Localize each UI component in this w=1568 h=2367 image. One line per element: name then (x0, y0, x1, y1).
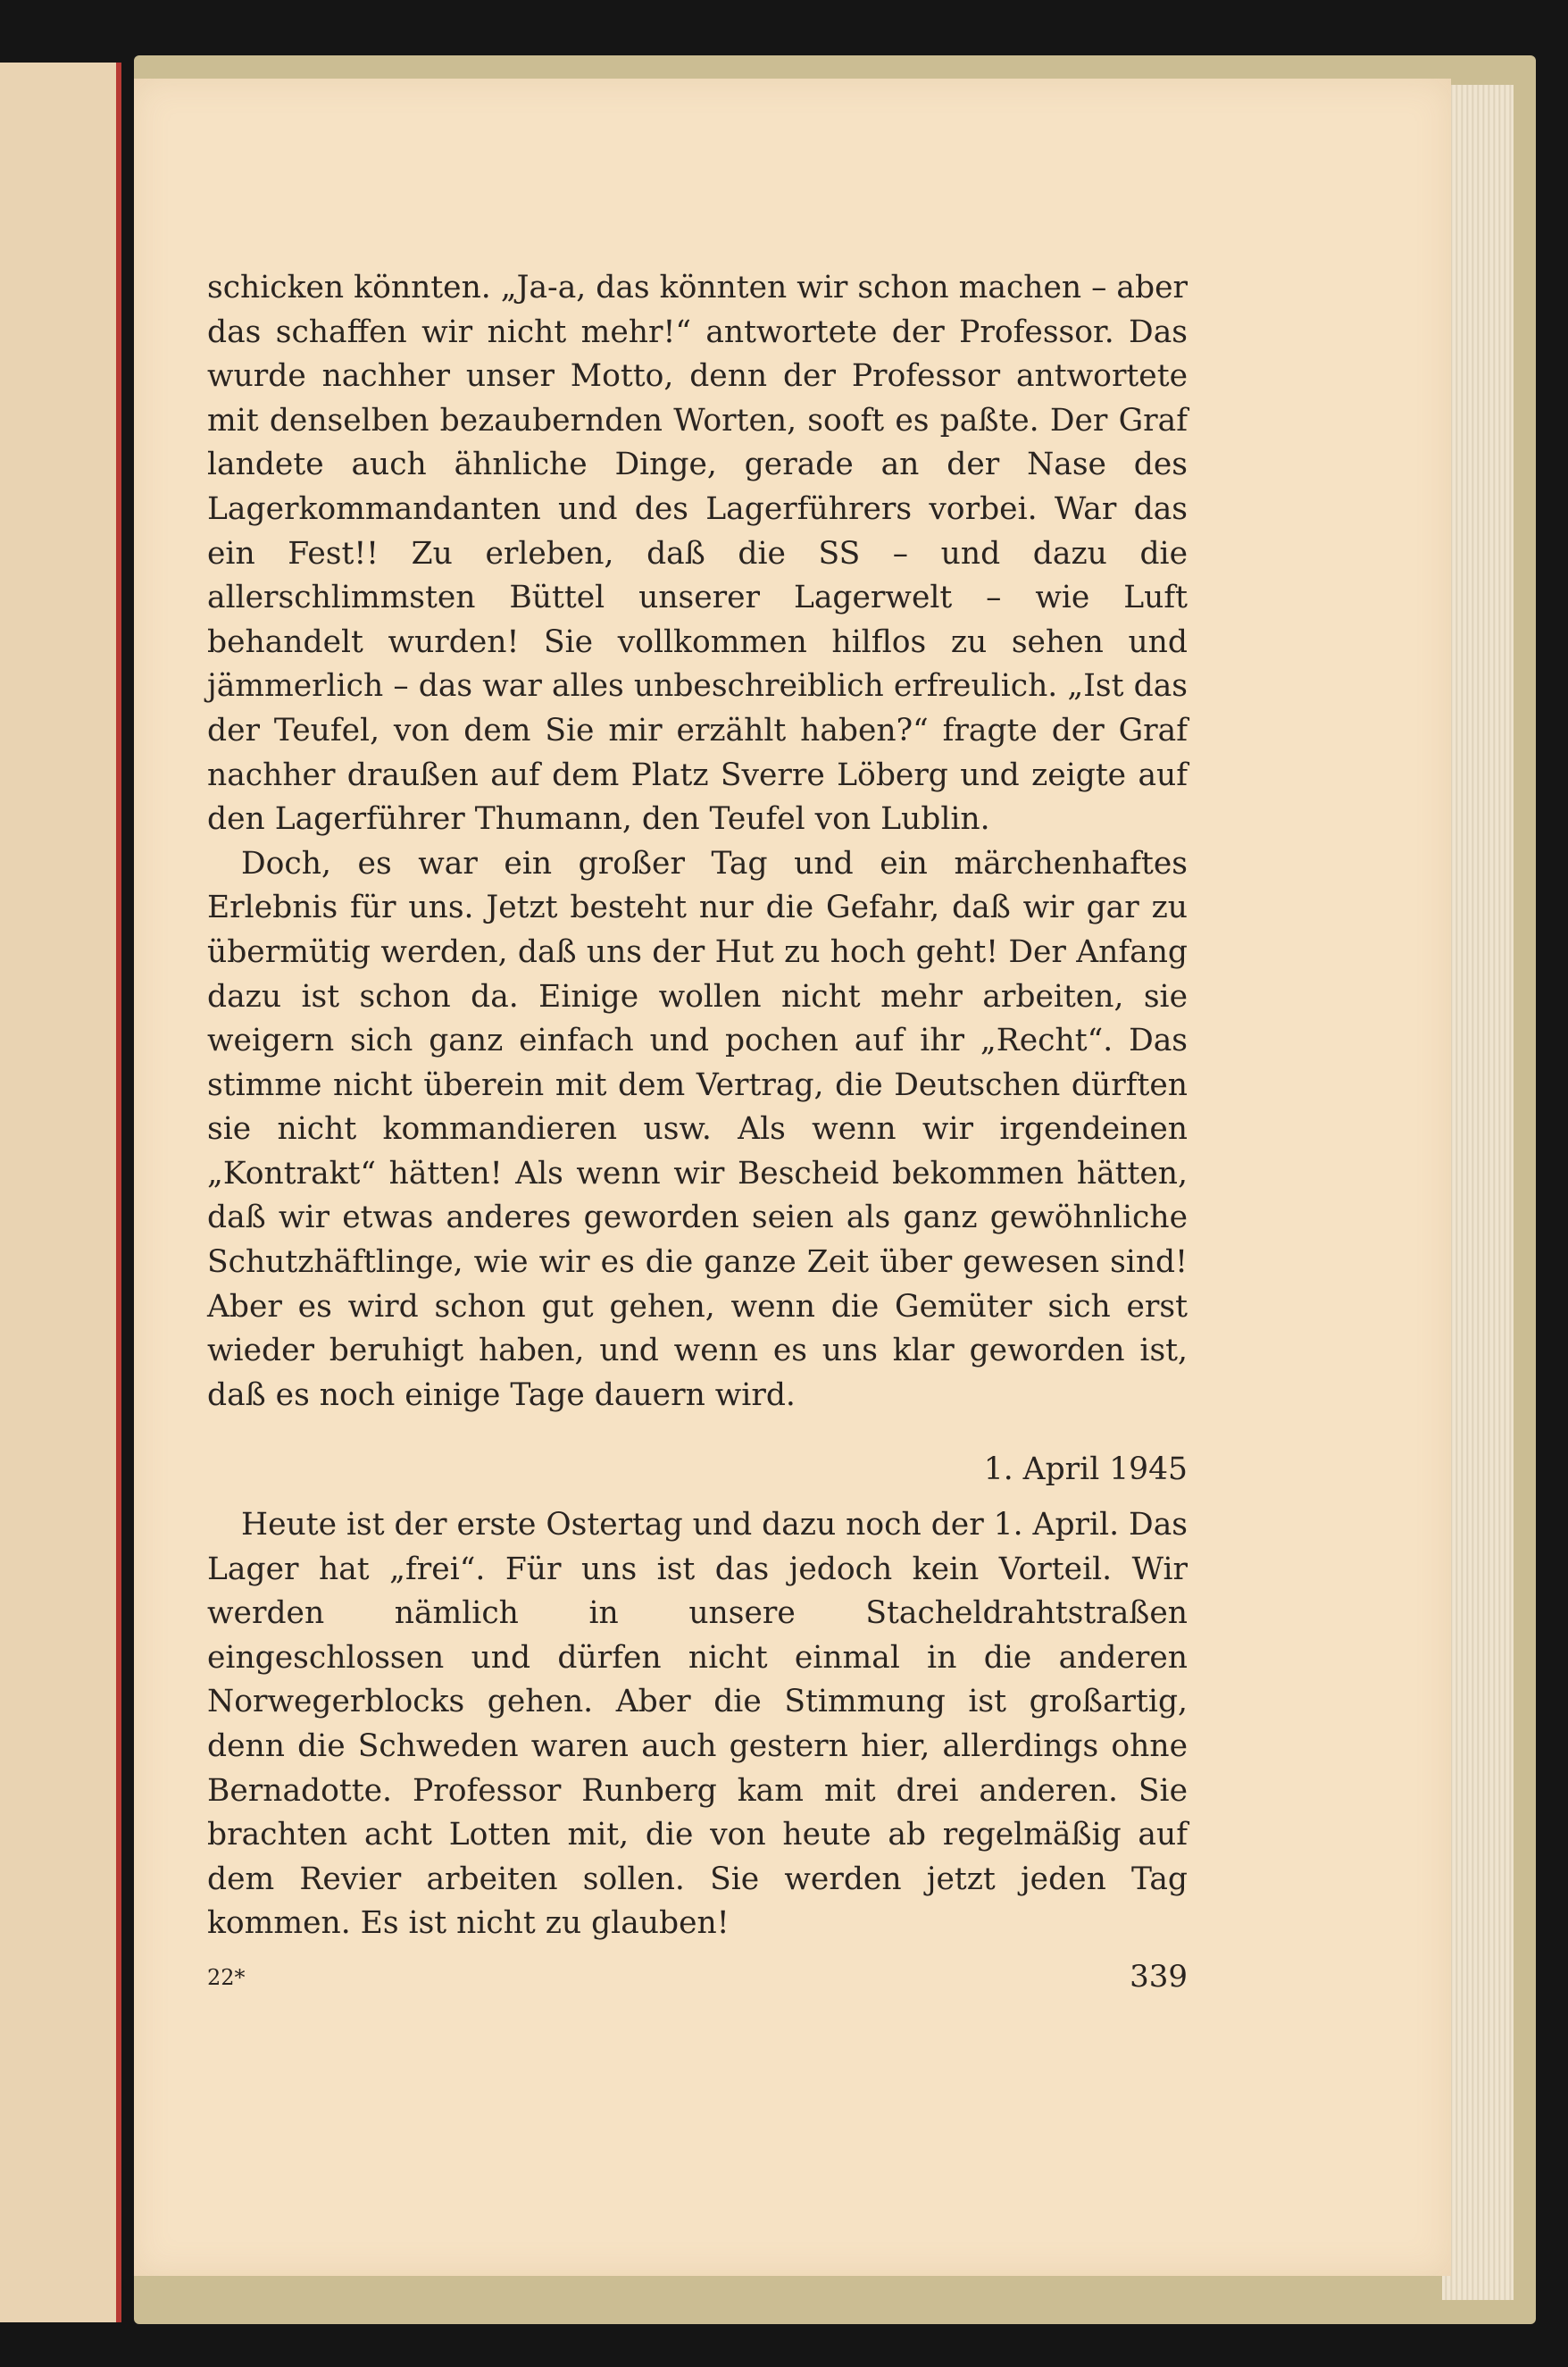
page-body-text (207, 266, 1188, 1946)
page-edges-stack (1442, 85, 1514, 2300)
left-page-edge (0, 63, 121, 2322)
printer-signature-mark: 22* (207, 1965, 246, 1990)
paragraph: Heute ist der erste Ostertag und dazu noch der 1. April. Das Lager hat „frei“. Für uns ist das jedoch kein Vorteil. Wir werden nämlich in unsere Stacheldrahtstraßen eingeschlossen und dürfen nicht einmal in die anderen Norwegerblocks gehen. Aber die Stimmung ist großartig, denn die Schweden waren auch gestern hier, allerdings ohne Bernadotte. Professor Runberg kam mit drei anderen. Sie brachten acht Lotten mit, die von heute ab regelmäßig auf dem Revier arbeiten sollen. Sie werden jetzt jeden Tag kommen. Es ist nicht zu glauben! (207, 1507, 1188, 1942)
paragraph: Doch, es war ein großer Tag und ein märchenhaftes Erlebnis für uns. Jetzt besteht nur die Gefahr, daß wir gar zu übermütig werden, daß uns der Hut zu hoch geht! Der Anfang dazu ist schon da. Einige wollen nicht mehr arbeiten, sie weigern sich ganz einfach und pochen auf ihr „Recht“. Das stimme nicht überein mit dem Vertrag, die Deutschen dürften sie nicht kommandieren usw. Als wenn wir irgendeinen „Kontrakt“ hätten! Als wenn wir Bescheid bekommen hätten, daß wir etwas anderes geworden seien als ganz gewöhnliche Schutzhäftlinge, wie wir es die ganze Zeit über gewesen sind! Aber es wird schon gut gehen, wenn die Gemüter sich erst wieder beruhigt haben, und wenn es uns klar geworden ist, daß es noch einige Tage dauern wird. (207, 845, 1188, 1413)
page-number: 339 (1130, 1959, 1188, 1995)
paragraph-continuation: schicken könnten. „Ja-a, das könnten wir schon machen – aber das schaffen wir nicht mehr!“ antwortete der Professor. Das wurde nachher unser Motto, denn der Professor antwortete mit denselben bezaubernden Worten, sooft es paßte. Der Graf landete auch ähnliche Dinge, gerade an der Nase des Lagerkommandanten und des Lagerführers vorbei. War das ein Fest!! Zu erleben, daß die SS – und dazu die allerschlimmsten Büttel unserer Lagerwelt – wie Luft behandelt wurden! Sie vollkommen hilflos zu sehen und jämmerlich – das war alles unbeschreiblich erfreulich. „Ist das der Teufel, von dem Sie mir erzählt haben?“ fragte der Graf nachher draußen auf dem Platz Sverre Löberg und zeigte auf den Lagerführer Thumann, den Teufel von Lublin. (207, 270, 1188, 838)
diary-date-heading: 1. April 1945 (983, 1451, 1188, 1488)
